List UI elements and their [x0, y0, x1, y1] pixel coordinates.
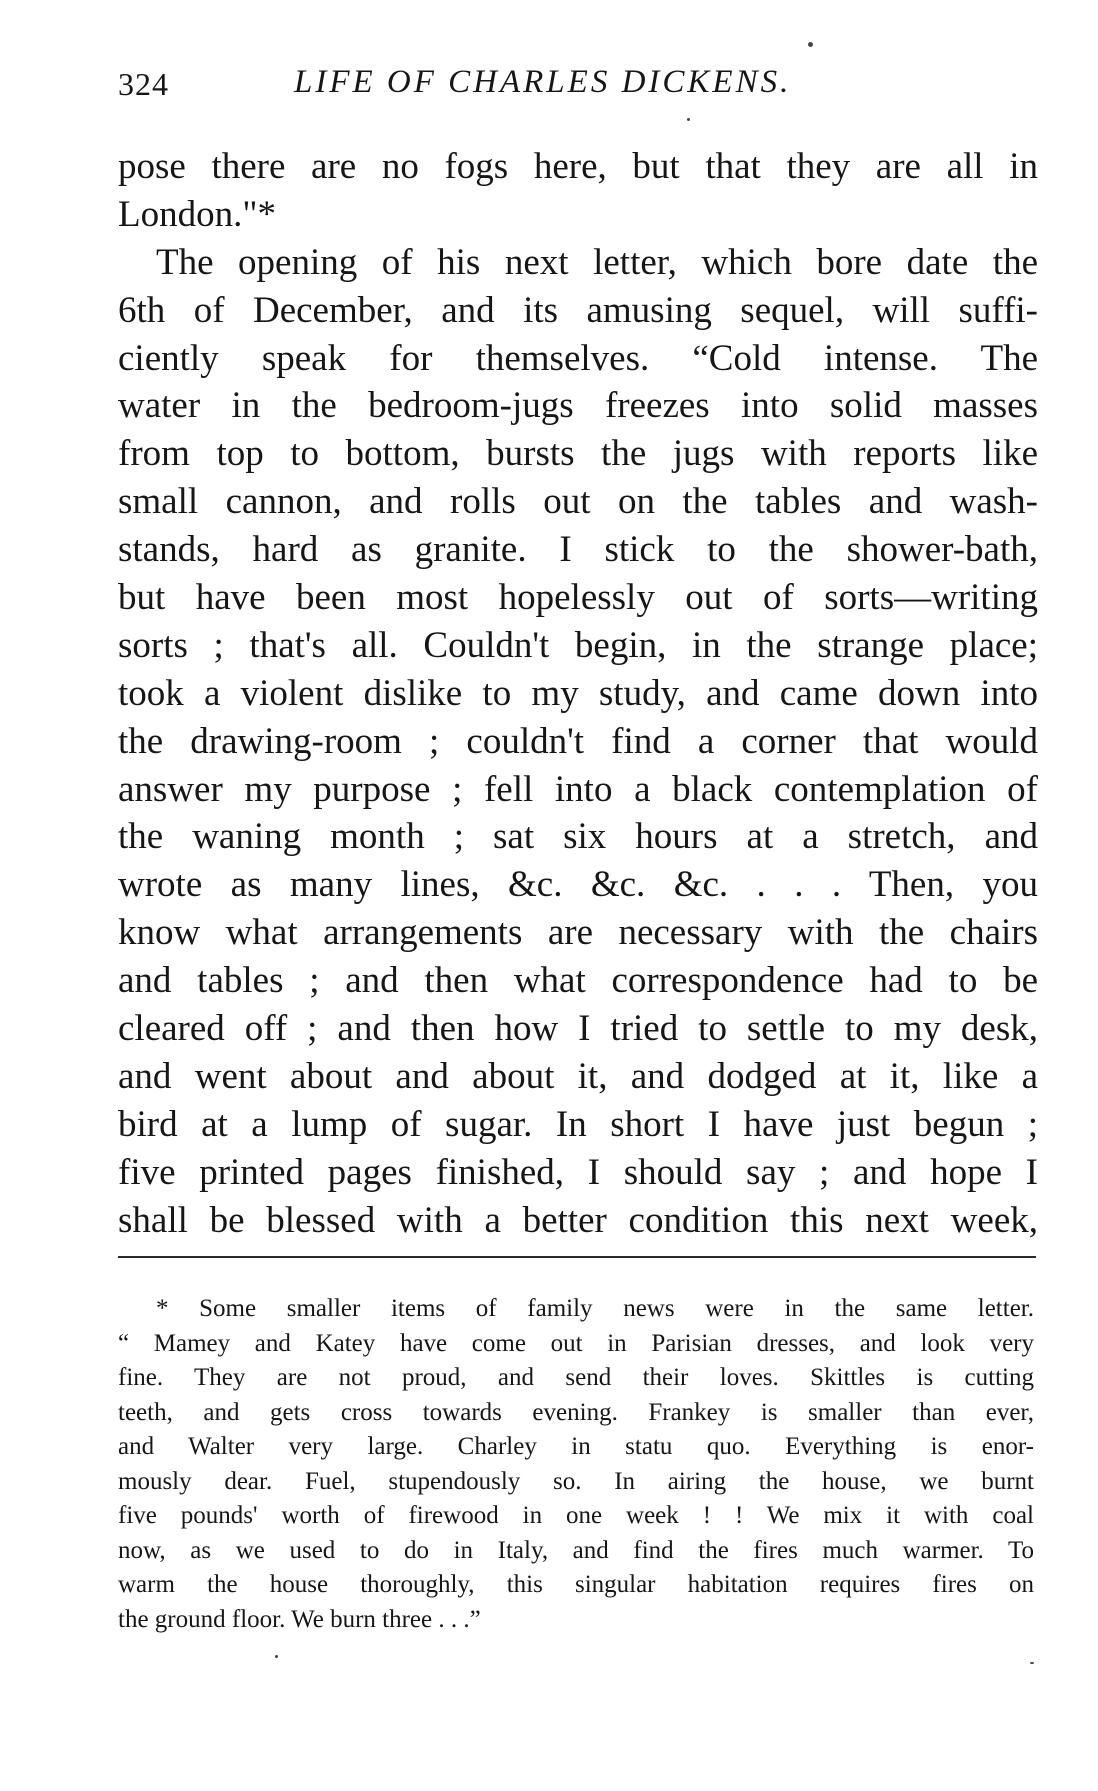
- page-header: [118, 60, 1018, 110]
- body-line: and went about and about it, and dodged at it, like a: [118, 1055, 1038, 1097]
- body-line: the drawing-room ; couldn't find a corner that would: [118, 720, 1038, 762]
- footnote-line: * Some smaller items of family news were in the same letter.: [156, 1295, 1034, 1322]
- body-line: but have been most hopelessly out of sorts—writing: [118, 577, 1038, 619]
- body-line: London."*: [118, 193, 276, 235]
- footnote-line: “ Mamey and Katey have come out in Parisian dresses, and look very: [118, 1329, 1034, 1357]
- scan-speck: [1030, 1662, 1034, 1664]
- footnote-line: and Walter very large. Charley in statu quo. Everything is enor-: [118, 1433, 1034, 1460]
- body-line: sorts ; that's all. Couldn't begin, in the strange place;: [118, 624, 1038, 666]
- footnote: [118, 1292, 1034, 1637]
- body-line: pose there are no fogs here, but that they are all in: [118, 146, 1038, 187]
- footnote-line: mously dear. Fuel, stupendously so. In airing the house, we burnt: [118, 1467, 1034, 1495]
- footnote-line: fine. They are not proud, and send their loves. Skittles is cutting: [118, 1364, 1034, 1391]
- body-line: and tables ; and then what correspondence had to be: [118, 960, 1038, 1002]
- body-line: 6th of December, and its amusing sequel, will suffi-: [118, 289, 1038, 331]
- footnote-line: the ground floor. We burn three . . .”: [118, 1605, 481, 1633]
- body-line: shall be blessed with a better condition this next week,: [118, 1199, 1038, 1241]
- footnote-line: now, as we used to do in Italy, and find the fires much warmer. To: [118, 1536, 1034, 1564]
- body-line: water in the bedroom-jugs freezes into solid masses: [118, 385, 1038, 427]
- scan-speck: [275, 1655, 278, 1658]
- body-line: bird at a lump of sugar. In short I have just begun ;: [118, 1103, 1038, 1145]
- body-line: wrote as many lines, &c. &c. &c. . . . Then, you: [118, 864, 1038, 906]
- body-line: ciently speak for themselves. “Cold intense. The: [118, 337, 1038, 379]
- body-text: [118, 143, 1038, 1244]
- body-line: answer my purpose ; fell into a black contemplation of: [118, 768, 1038, 810]
- running-title: LIFE OF CHARLES DICKENS.: [294, 64, 792, 100]
- body-line: took a violent dislike to my study, and came down into: [118, 672, 1038, 714]
- footnote-divider: [118, 1256, 1036, 1258]
- body-line: small cannon, and rolls out on the tables and wash-: [118, 481, 1038, 523]
- body-line: The opening of his next letter, which bore date the: [156, 241, 1038, 283]
- body-line: cleared off ; and then how I tried to settle to my desk,: [118, 1008, 1038, 1050]
- footnote-line: five pounds' worth of firewood in one week ! ! We mix it with coal: [118, 1502, 1034, 1529]
- page-number: 324: [118, 66, 169, 102]
- body-line: five printed pages finished, I should say ; and hope I: [118, 1151, 1038, 1193]
- scan-speck: [687, 118, 690, 121]
- footnote-line: warm the house thoroughly, this singular habitation requires fires on: [118, 1571, 1034, 1598]
- body-line: stands, hard as granite. I stick to the shower-bath,: [118, 529, 1038, 571]
- scan-speck: [808, 42, 813, 47]
- body-line: know what arrangements are necessary with the chairs: [118, 912, 1038, 954]
- footnote-line: teeth, and gets cross towards evening. Frankey is smaller than ever,: [118, 1398, 1034, 1426]
- body-line: the waning month ; sat six hours at a stretch, and: [118, 816, 1038, 858]
- body-line: from top to bottom, bursts the jugs with reports like: [118, 433, 1038, 475]
